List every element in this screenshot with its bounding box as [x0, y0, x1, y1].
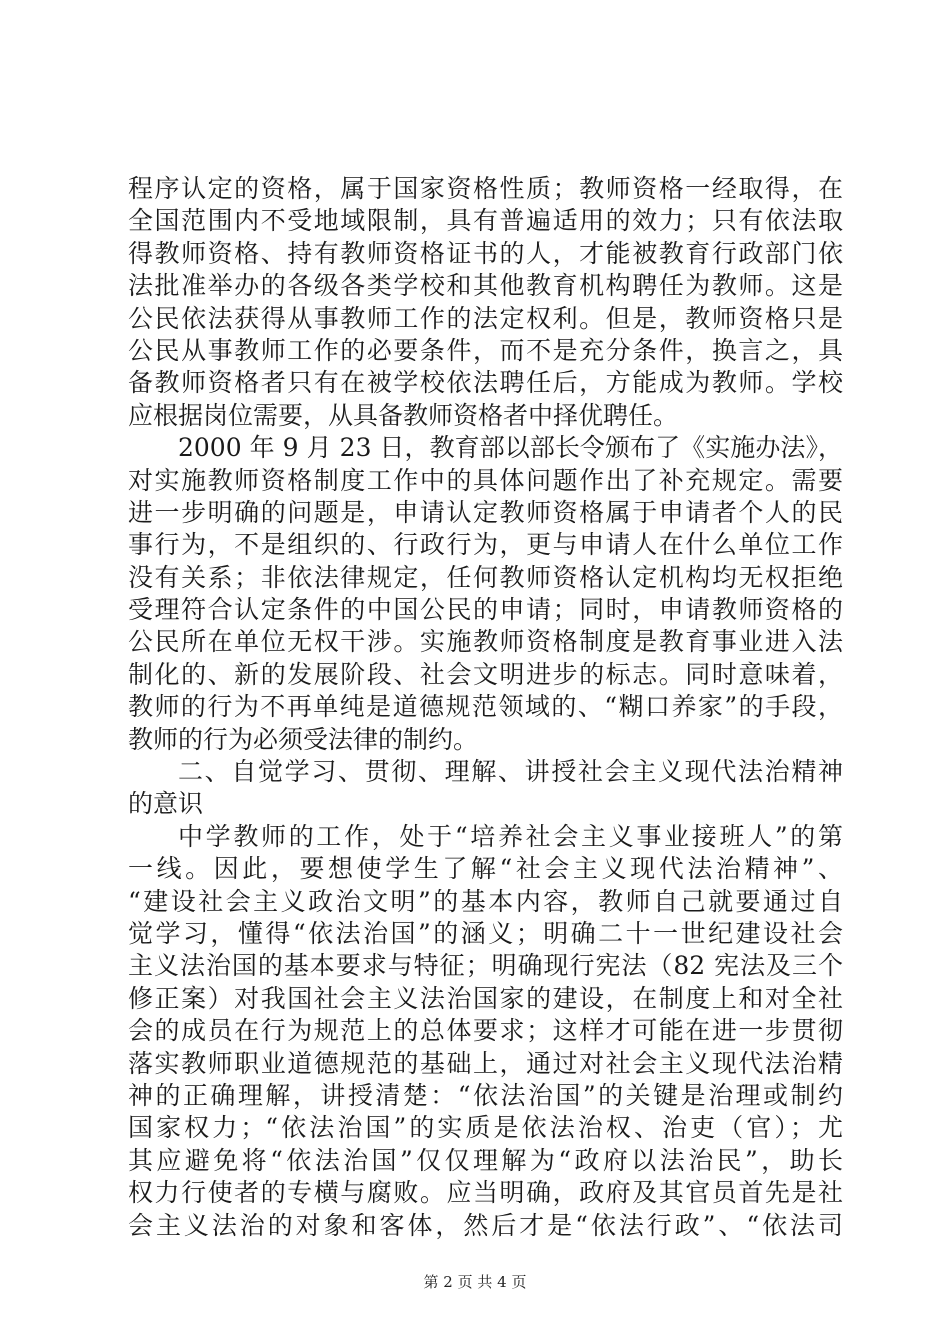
text-line: 公民依法获得从事教师工作的法定权利。但是，教师资格只是 — [128, 303, 843, 333]
text-line: 会主义法治的对象和客体，然后才是“依法行政”、“依法司 — [128, 1210, 843, 1240]
text-line: 中学教师的工作，处于“培养社会主义事业接班人”的第 — [178, 821, 843, 851]
text-line: 教师的行为不再单纯是道德规范领域的、“糊口养家”的手段， — [128, 692, 843, 722]
text-line: 没有关系；非依法律规定，任何教师资格认定机构均无权拒绝 — [128, 562, 843, 592]
text-line: 进一步明确的问题是，申请认定教师资格属于申请者个人的民 — [128, 497, 843, 527]
text-line: 修正案）对我国社会主义法治国家的建设，在制度上和对全社 — [128, 983, 843, 1013]
text-line: 备教师资格者只有在被学校依法聘任后，方能成为教师。学校 — [128, 368, 843, 398]
text-line: 国家权力；“依法治国”的实质是依法治权、治吏（官）；尤 — [128, 1113, 843, 1143]
text-line: 教师的行为必须受法律的制约。 — [128, 724, 479, 754]
text-line: 全国范围内不受地域限制，具有普遍适用的效力；只有依法取 — [128, 206, 843, 236]
text-line: 法批准举办的各级各类学校和其他教育机构聘任为教师。这是 — [128, 271, 843, 301]
page-footer: 第 2 页 共 4 页 — [423, 1273, 527, 1291]
text-line: 制化的、新的发展阶段、社会文明进步的标志。同时意味着， — [128, 659, 843, 689]
body-text — [128, 173, 843, 1242]
text-line: 主义法治国的基本要求与特征；明确现行宪法（82 宪法及三个 — [128, 951, 843, 981]
text-line: 落实教师职业道德规范的基础上，通过对社会主义现代法治精 — [128, 1048, 843, 1078]
text-line: 对实施教师资格制度工作中的具体问题作出了补充规定。需要 — [128, 465, 843, 495]
text-line: 得教师资格、持有教师资格证书的人，才能被教育行政部门依 — [128, 238, 843, 268]
text-line: 事行为，不是组织的、行政行为，更与申请人在什么单位工作 — [128, 530, 843, 560]
text-line: 程序认定的资格，属于国家资格性质；教师资格一经取得，在 — [128, 174, 843, 203]
text-line: 二、自觉学习、贯彻、理解、讲授社会主义现代法治精神 — [178, 757, 843, 787]
text-line: 公民从事教师工作的必要条件，而不是充分条件，换言之，具 — [128, 335, 843, 365]
text-line: “建设社会主义政治文明”的基本内容，教师自己就要通过自 — [128, 886, 843, 916]
text-line: 一线。因此，要想使学生了解“社会主义现代法治精神”、 — [128, 854, 843, 884]
text-line: 权力行使者的专横与腐败。应当明确，政府及其官员首先是社 — [128, 1178, 843, 1208]
text-line: 神的正确理解，讲授清楚：“依法治国”的关键是治理或制约 — [128, 1080, 843, 1110]
text-line: 会的成员在行为规范上的总体要求；这样才可能在进一步贯彻 — [128, 1016, 843, 1046]
text-line: 应根据岗位需要，从具备教师资格者中择优聘任。 — [128, 400, 679, 430]
text-line: 其应避免将“依法治国”仅仅理解为“政府以法治民”，助长 — [128, 1145, 843, 1175]
text-line: 觉学习，懂得“依法治国”的涵义；明确二十一世纪建设社会 — [128, 918, 843, 948]
text-line: 受理符合认定条件的中国公民的申请；同时，申请教师资格的 — [128, 595, 843, 625]
text-line: 公民所在单位无权干涉。实施教师资格制度是教育事业进入法 — [128, 627, 843, 657]
text-line: 2000 年 9 月 23 日，教育部以部长令颁布了《实施办法》， — [178, 433, 843, 463]
text-line: 的意识 — [128, 789, 204, 819]
